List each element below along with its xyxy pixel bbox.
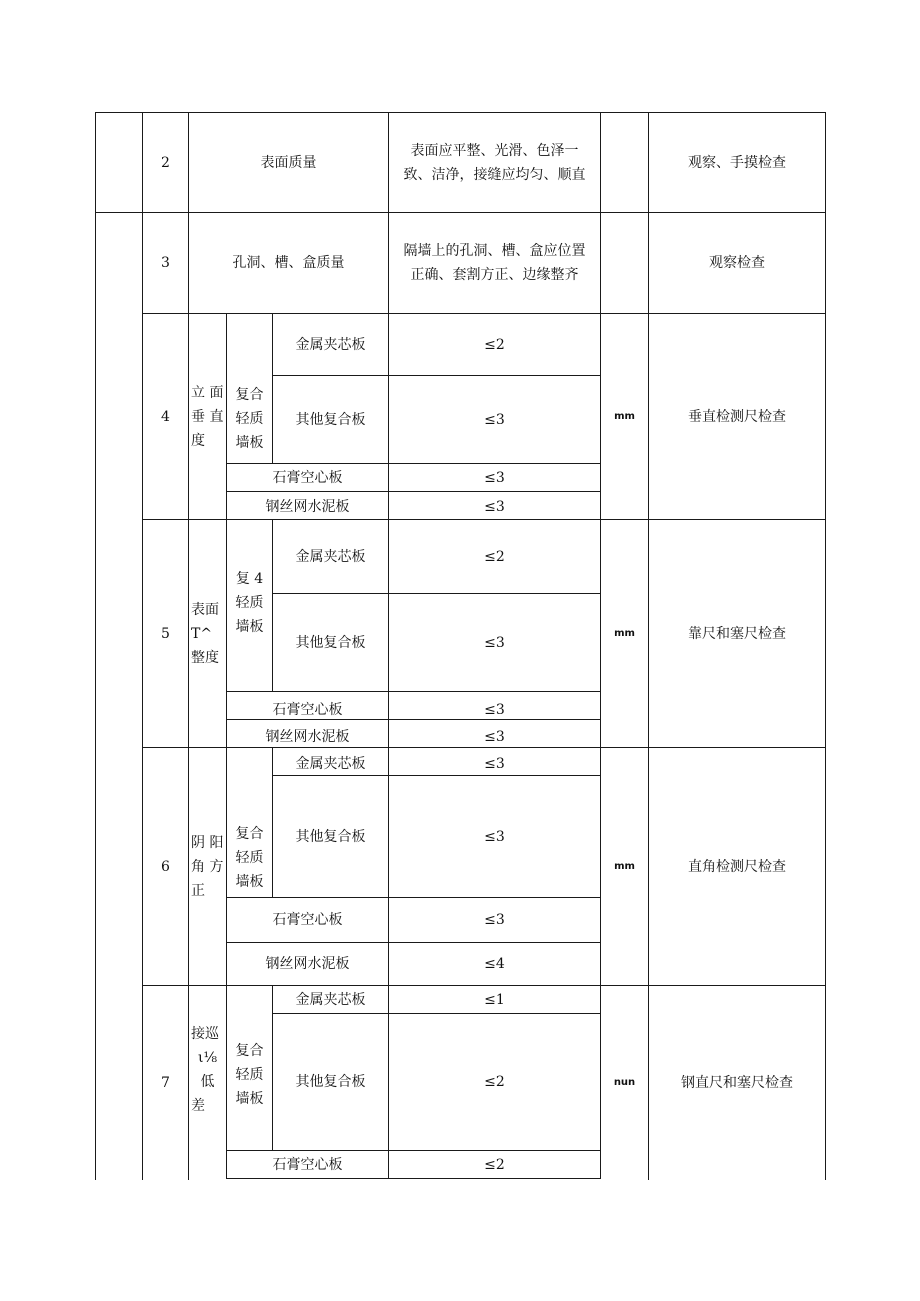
row-number: 5 (161, 625, 170, 642)
tolerance-value: ≤3 (484, 729, 505, 745)
tolerance-value: ≤3 (484, 755, 505, 772)
requirement-text: 表面应平整、光滑、色泽一 致、洁净，接缝应均匀、顺直 (403, 142, 586, 183)
inspection-method: 钢直尺和塞尺检查 (681, 1074, 793, 1091)
tolerance-value: ≤3 (484, 499, 505, 515)
tolerance-value: ≤2 (484, 1156, 505, 1173)
row-divider (226, 1178, 600, 1179)
material-type: 钢丝网水泥板 (265, 499, 350, 515)
material-type: 钢丝网水泥板 (265, 956, 350, 972)
item-name: 阴 阳 角 方 正 (191, 834, 224, 899)
unit-label: mm (614, 410, 635, 422)
material-type: 其他复合板 (295, 634, 366, 651)
item-name: 孔洞、槽、盒质量 (232, 255, 345, 271)
row-number: 7 (161, 1074, 170, 1091)
tolerance-value: ≤3 (484, 411, 505, 428)
material-type: 其他复合板 (295, 411, 366, 428)
sub-category: 复 4 轻质 墙板 (235, 571, 264, 635)
material-type: 石膏空心板 (272, 701, 343, 718)
sub-category: 复合 轻质 墙板 (235, 825, 264, 890)
row-number: 2 (161, 154, 170, 171)
row-number: 6 (161, 858, 170, 875)
item-name: 立 面 垂 直 度 (191, 384, 224, 449)
material-type: 钢丝网水泥板 (265, 729, 350, 745)
material-type: 石膏空心板 (272, 1156, 343, 1173)
requirement-text: 隔墙上的孔洞、槽、盒应位置 正确、套割方正、边缘整齐 (403, 243, 586, 283)
item-name: 表面 T^ 整度 (191, 601, 219, 666)
sub-category: 复合 轻质 墙板 (235, 387, 264, 451)
table-border-right (825, 112, 826, 1180)
tolerance-value: ≤4 (484, 956, 505, 972)
tolerance-value: ≤3 (484, 469, 505, 486)
item-name: 接巡 ι⅛低 差 (191, 1026, 219, 1114)
row-number: 4 (161, 408, 170, 425)
tolerance-value: ≤3 (484, 634, 505, 651)
inspection-method: 靠尺和塞尺检查 (688, 625, 786, 642)
tolerance-value: ≤2 (484, 548, 505, 565)
material-type: 其他复合板 (295, 828, 366, 845)
tolerance-value: ≤1 (484, 991, 505, 1008)
material-type: 金属夹芯板 (295, 991, 366, 1008)
inspection-method: 观察、手摸检查 (688, 154, 786, 171)
tolerance-value: ≤3 (484, 701, 505, 718)
tolerance-value: ≤3 (484, 828, 505, 845)
material-type: 金属夹芯板 (295, 755, 366, 772)
unit-label: mm (614, 627, 635, 639)
unit-label: nun (613, 1076, 636, 1088)
table-border-left (95, 112, 96, 1180)
tolerance-value: ≤2 (484, 1074, 505, 1090)
material-type: 石膏空心板 (272, 469, 343, 486)
inspection-method: 垂直检测尺检查 (688, 408, 786, 425)
tolerance-value: ≤3 (484, 912, 505, 928)
row-number: 3 (161, 255, 170, 271)
material-type: 其他复合板 (295, 1074, 366, 1090)
inspection-method: 观察检查 (709, 255, 765, 271)
unit-label: mm (614, 860, 635, 872)
inspection-method: 直角检测尺检查 (688, 858, 786, 875)
material-type: 金属夹芯板 (295, 336, 366, 353)
sub-category: 复合 轻质 墙板 (235, 1043, 264, 1107)
tolerance-value: ≤2 (484, 336, 505, 353)
item-name: 表面质量 (260, 154, 317, 171)
material-type: 金属夹芯板 (295, 548, 366, 565)
material-type: 石膏空心板 (272, 912, 343, 928)
